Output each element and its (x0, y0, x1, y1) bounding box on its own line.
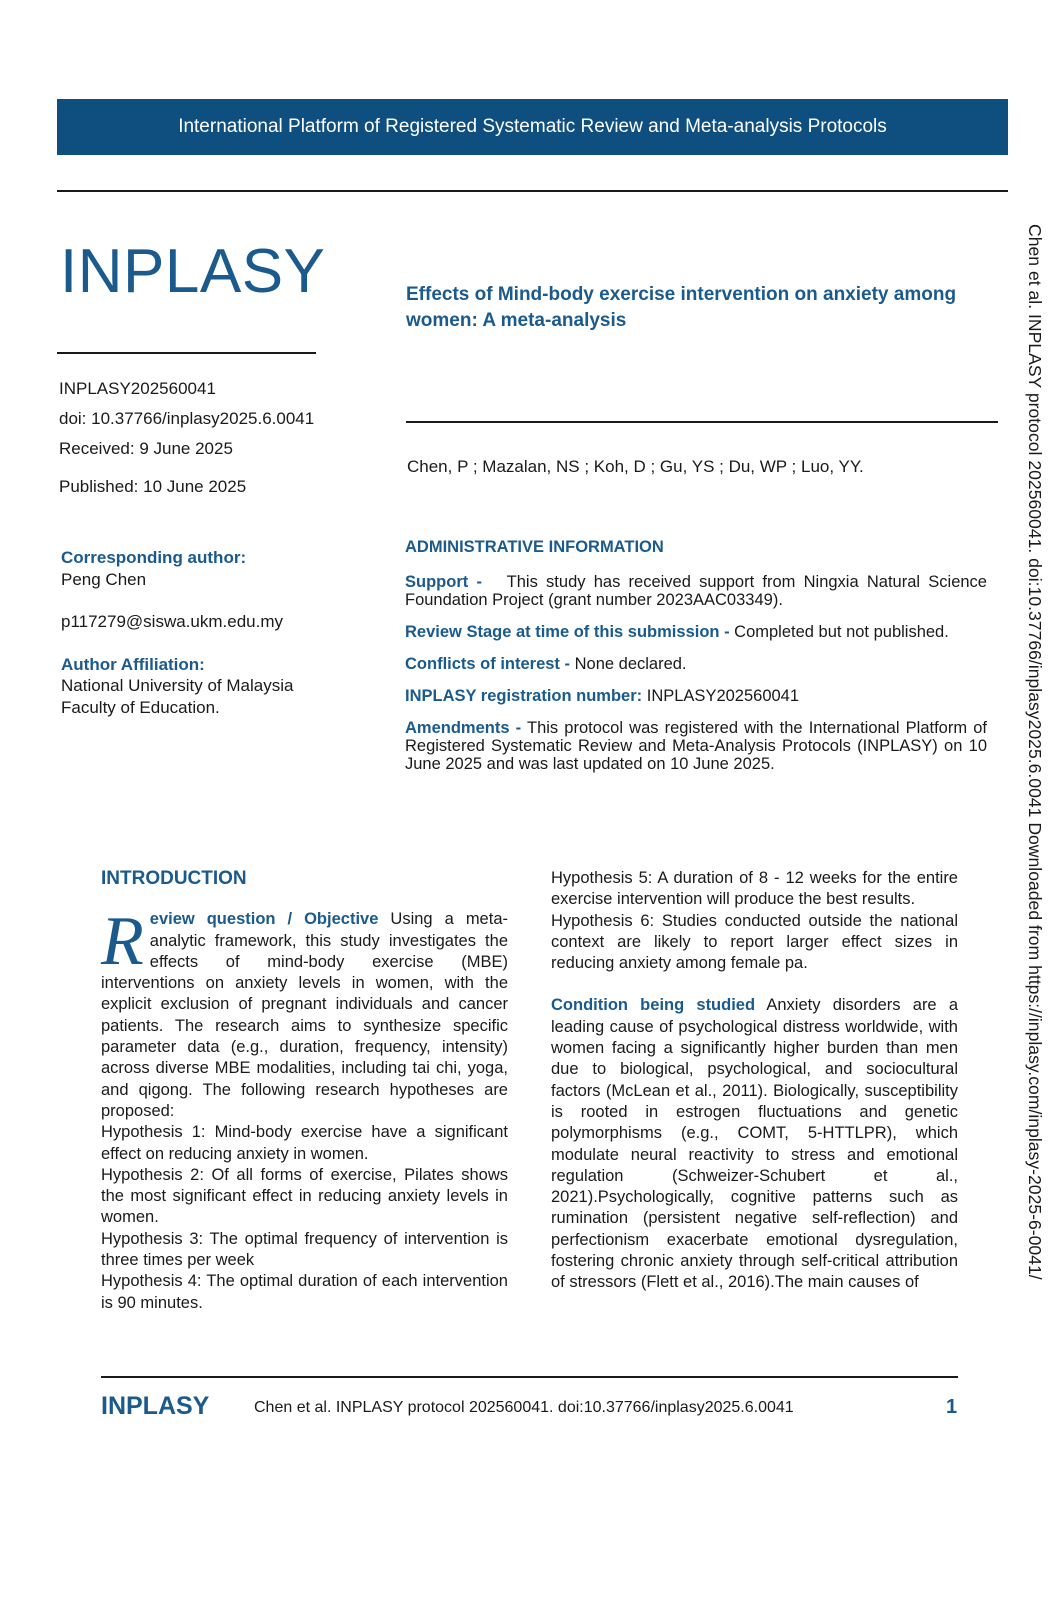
condition-text: Anxiety disorders are a leading cause of psychological distress worldwide, with women facing a significantly higher burden than men due to biological, psychological, and sociocultural factors (McLean et al., 2011). Biologically, susceptibility is rooted in estrogen fluctuations and genetic polymorphisms (e.g., COMT, 5-HTTLPR), which modulate neural reactivity to stress and emotional regulation (Schweizer-Schubert et al., 2021).Psychologically, cognitive patterns such as rumination (persistent negative self-reflection) and perfectionism exacerbate emotional dysregulation, fostering chronic anxiety through self-critical attribution of stressors (Flett et al., 2016).The main causes of (551, 996, 958, 1292)
review-question-label: eview question / Objective (149, 910, 379, 929)
footer-rule (101, 1376, 958, 1378)
registration-paragraph (405, 687, 987, 705)
condition-label: Condition being studied (551, 996, 756, 1015)
review-question-text: Using a meta-analytic framework, this study investigates the effects of mind-body exercise (MBE) interventions on anxiety levels in women, with the explicit exclusion of pregnant individuals and cancer patients. The research aims to synthesize specific parameter data (e.g., duration, frequency, intensity) across diverse MBE modalities, including tai chi, yoga, and qigong. The following research hypotheses are proposed: (101, 910, 508, 1120)
admin-heading: ADMINISTRATIVE INFORMATION (405, 538, 664, 556)
left-column (101, 868, 508, 1314)
amendments-paragraph (405, 719, 987, 773)
registration-number: INPLASY202560041 (646, 687, 800, 705)
hypothesis-1: Hypothesis 1: Mind-body exercise have a significant effect on reducing anxiety in women. (101, 1123, 508, 1163)
administrative-information (405, 538, 987, 787)
conflicts-paragraph (405, 655, 987, 673)
corresponding-email[interactable]: p117279@siswa.ukm.edu.my (61, 612, 283, 631)
affiliation-line-1: National University of Malaysia (61, 676, 294, 695)
registration-label: INPLASY registration number: (405, 687, 643, 705)
review-stage-label: Review Stage at time of this submission - (405, 623, 730, 641)
brand-rule (57, 352, 316, 354)
hypothesis-2: Hypothesis 2: Of all forms of exercise, Pilates shows the most significant effect in reducing anxiety levels in women. (101, 1165, 508, 1227)
support-paragraph (405, 573, 987, 609)
drop-cap: R (101, 903, 144, 981)
top-rule (57, 190, 1008, 192)
affiliation-line-2: Faculty of Education. (61, 698, 220, 717)
corresponding-label: Corresponding author: (61, 548, 247, 567)
affiliation-label: Author Affiliation: (61, 655, 205, 674)
review-question-paragraph (101, 903, 508, 1122)
header-banner: International Platform of Registered Systematic Review and Meta-analysis Protocols (57, 99, 1008, 155)
introduction-heading: INTRODUCTION (101, 868, 247, 889)
hypothesis-5: Hypothesis 5: A duration of 8 - 12 weeks for the entire exercise intervention will produce the best results. (551, 869, 958, 909)
support-label: Support - (405, 573, 482, 591)
sidebar-citation[interactable]: Chen et al. INPLASY protocol 202560041. doi:10.37766/inplasy2025.6.0041 Downloaded from https://inplasy.com/inplasy-2025-6-0041/ (1025, 224, 1045, 1280)
review-stage-text: Completed but not published. (734, 623, 949, 641)
page-number: 1 (946, 1396, 958, 1418)
journal-brand: INPLASY (60, 237, 326, 306)
received-date: Received: 9 June 2025 (59, 439, 233, 458)
protocol-id: INPLASY202560041 (59, 379, 216, 398)
doi[interactable]: doi: 10.37766/inplasy2025.6.0041 (59, 409, 315, 428)
published-date: Published: 10 June 2025 (59, 477, 247, 496)
footer-brand: INPLASY (101, 1392, 210, 1420)
authors: Chen, P ; Mazalan, NS ; Koh, D ; Gu, YS ; Du, WP ; Luo, YY. (407, 457, 864, 476)
conflicts-text: None declared. (574, 655, 687, 673)
download-sidebar (1025, 224, 1055, 1624)
review-stage-paragraph (405, 623, 987, 641)
hypothesis-4: Hypothesis 4: The optimal duration of each intervention is 90 minutes. (101, 1272, 508, 1312)
hypothesis-3: Hypothesis 3: The optimal frequency of intervention is three times per week (101, 1229, 508, 1270)
amendments-text: This protocol was registered with the International Platform of Registered Systematic Review and Meta-Analysis Protocols (INPLASY) on 10 June 2025 and was last updated on 10 June 2025. (405, 719, 987, 773)
hypothesis-6: Hypothesis 6: Studies conducted outside the national context are likely to report larger effect sizes in reducing anxiety among female pa. (551, 911, 958, 973)
corresponding-name: Peng Chen (61, 570, 147, 589)
right-column (551, 868, 958, 1294)
footer-citation: Chen et al. INPLASY protocol 202560041. doi:10.37766/inplasy2025.6.0041 (254, 1399, 794, 1416)
conflicts-label: Conflicts of interest - (405, 655, 571, 673)
title-rule (406, 421, 998, 423)
paper-title: Effects of Mind-body exercise intervention on anxiety among women: A meta-analysis (406, 284, 957, 331)
support-text: This study has received support from Ningxia Natural Science Foundation Project (grant number 2023AAC03349). (405, 573, 987, 609)
paragraph-gap (551, 974, 958, 995)
amendments-label: Amendments - (405, 719, 522, 737)
condition-paragraph (551, 995, 958, 1293)
